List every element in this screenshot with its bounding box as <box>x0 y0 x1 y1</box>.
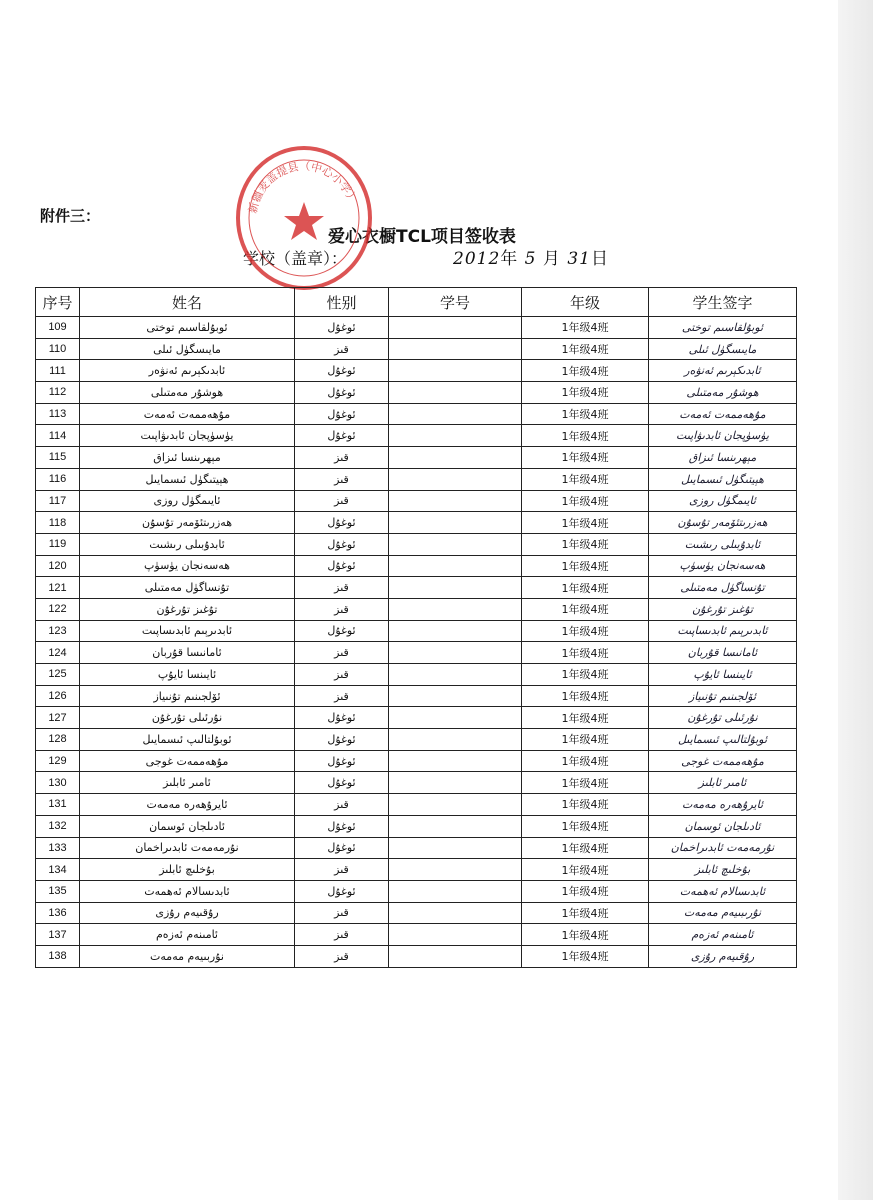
cell-gender: ئوغۇل <box>295 512 389 534</box>
handwritten-signature: مېھرىنسا ئىزاق <box>649 447 797 469</box>
cell-gender: قىز <box>295 577 389 599</box>
cell-gender: ئوغۇل <box>295 425 389 447</box>
cell-gender: ئوغۇل <box>295 360 389 382</box>
cell-grade: 1年级4班 <box>522 577 649 599</box>
cell-seq: 133 <box>36 837 80 859</box>
cell-grade: 1年级4班 <box>522 664 649 686</box>
cell-student-no <box>389 945 522 967</box>
cell-seq: 109 <box>36 317 80 339</box>
handwritten-signature: ئابدىسالام ئەھمەت <box>649 880 797 902</box>
cell-seq: 126 <box>36 685 80 707</box>
seal-text: 新疆麦盖提县（中心小学） <box>246 159 360 215</box>
cell-name: ھەسەنجان يۈسۈپ <box>80 555 295 577</box>
cell-grade: 1年级4班 <box>522 512 649 534</box>
cell-seq: 128 <box>36 729 80 751</box>
cell-grade: 1年级4班 <box>522 750 649 772</box>
cell-student-no <box>389 403 522 425</box>
cell-student-no <box>389 360 522 382</box>
cell-grade: 1年级4班 <box>522 533 649 555</box>
cell-grade: 1年级4班 <box>522 620 649 642</box>
sign-date <box>453 244 609 269</box>
cell-name: ئۆلجىنىم تۇنىياز <box>80 685 295 707</box>
header-name: 姓名 <box>80 288 295 317</box>
handwritten-signature: نۇرئىلى تۇرغۇن <box>649 707 797 729</box>
date-month-label: 月 <box>542 249 561 269</box>
table-row <box>36 880 797 902</box>
cell-name: مۇھەممەت ئەمەت <box>80 403 295 425</box>
table-row <box>36 750 797 772</box>
cell-seq: 113 <box>36 403 80 425</box>
cell-gender: قىز <box>295 685 389 707</box>
cell-student-no <box>389 468 522 490</box>
cell-name: يۈسۈپجان ئابدىۋاپىت <box>80 425 295 447</box>
date-day-label: 日 <box>590 249 609 269</box>
cell-gender: قىز <box>295 859 389 881</box>
cell-gender: قىز <box>295 794 389 816</box>
cell-student-no <box>389 555 522 577</box>
cell-name: رۇقىيەم رۇزى <box>80 902 295 924</box>
handwritten-signature: ھەسەنجان يۈسۈپ <box>649 555 797 577</box>
header-seq: 序号 <box>36 288 80 317</box>
handwritten-signature: ئوبۇلقاسىم توختى <box>649 317 797 339</box>
cell-grade: 1年级4班 <box>522 403 649 425</box>
handwritten-signature: ئۆلجىنىم تۇنىياز <box>649 685 797 707</box>
cell-grade: 1年级4班 <box>522 598 649 620</box>
seal-star <box>284 202 324 240</box>
cell-name: ئابدىسالام ئەھمەت <box>80 880 295 902</box>
cell-seq: 138 <box>36 945 80 967</box>
handwritten-signature: ئايرۇھەرە مەمەت <box>649 794 797 816</box>
cell-seq: 122 <box>36 598 80 620</box>
cell-gender: قىز <box>295 447 389 469</box>
handwritten-signature: ئادىلجان ئوسمان <box>649 815 797 837</box>
cell-seq: 117 <box>36 490 80 512</box>
attachment-label: 附件三： <box>40 207 101 225</box>
cell-seq: 130 <box>36 772 80 794</box>
table-row <box>36 642 797 664</box>
cell-gender: ئوغۇل <box>295 620 389 642</box>
table-row <box>36 403 797 425</box>
receipt-table <box>35 287 797 968</box>
cell-student-no <box>389 664 522 686</box>
table-row <box>36 468 797 490</box>
handwritten-signature: ئابدۇبىلى رىشىت <box>649 533 797 555</box>
cell-name: ھەزرىتئۆمەر تۇسۇن <box>80 512 295 534</box>
table-row <box>36 664 797 686</box>
handwritten-signature: ھېيتىگۈل ئىسمايىل <box>649 468 797 490</box>
table-row <box>36 707 797 729</box>
cell-gender: ئوغۇل <box>295 533 389 555</box>
handwritten-signature: رۇقىيەم رۇزى <box>649 945 797 967</box>
paper-edge <box>838 0 873 1200</box>
cell-student-no <box>389 837 522 859</box>
handwritten-signature: ئوبۇلتالىپ ئىسمايىل <box>649 729 797 751</box>
cell-student-no <box>389 642 522 664</box>
cell-gender: قىز <box>295 945 389 967</box>
table-row <box>36 577 797 599</box>
handwritten-signature: ئايىمگۈل روزى <box>649 490 797 512</box>
handwritten-signature: ھەزرىتئۆمەر تۇسۇن <box>649 512 797 534</box>
handwritten-signature: مايىسگۈل ئىلى <box>649 338 797 360</box>
table-row <box>36 815 797 837</box>
cell-student-no <box>389 577 522 599</box>
table-row <box>36 945 797 967</box>
handwritten-signature: ئابدىرېىم ئابدىساپىت <box>649 620 797 642</box>
header-grade: 年级 <box>522 288 649 317</box>
cell-name: ئوبۇلقاسىم توختى <box>80 317 295 339</box>
handwritten-signature: ھوشۇر مەمتىلى <box>649 382 797 404</box>
cell-gender: ئوغۇل <box>295 750 389 772</box>
table-row <box>36 598 797 620</box>
cell-gender: قىز <box>295 924 389 946</box>
cell-grade: 1年级4班 <box>522 945 649 967</box>
cell-student-no <box>389 317 522 339</box>
cell-grade: 1年级4班 <box>522 880 649 902</box>
cell-grade: 1年级4班 <box>522 555 649 577</box>
cell-name: بۇخلىچ ئابلىز <box>80 859 295 881</box>
cell-student-no <box>389 447 522 469</box>
table-row <box>36 859 797 881</box>
table-row <box>36 794 797 816</box>
table-row <box>36 924 797 946</box>
cell-gender: ئوغۇل <box>295 317 389 339</box>
date-year-label: 年 <box>500 249 519 269</box>
header-signature: 学生签字 <box>649 288 797 317</box>
cell-student-no <box>389 685 522 707</box>
handwritten-signature: بۇخلىچ ئابلىز <box>649 859 797 881</box>
cell-student-no <box>389 815 522 837</box>
cell-name: ئابدىكېرىم ئەنۋەر <box>80 360 295 382</box>
cell-grade: 1年级4班 <box>522 447 649 469</box>
cell-seq: 116 <box>36 468 80 490</box>
cell-gender: ئوغۇل <box>295 815 389 837</box>
header-student-no: 学号 <box>389 288 522 317</box>
cell-name: مېھرىنسا ئىزاق <box>80 447 295 469</box>
cell-seq: 125 <box>36 664 80 686</box>
table-row <box>36 772 797 794</box>
cell-gender: ئوغۇل <box>295 707 389 729</box>
cell-student-no <box>389 490 522 512</box>
cell-student-no <box>389 750 522 772</box>
cell-name: نۇرمەمەت ئابدىراخمان <box>80 837 295 859</box>
handwritten-signature: تۇغىز تۇرغۇن <box>649 598 797 620</box>
cell-name: ئامىر ئابلىز <box>80 772 295 794</box>
table-row <box>36 533 797 555</box>
cell-seq: 112 <box>36 382 80 404</box>
cell-gender: قىز <box>295 598 389 620</box>
cell-seq: 132 <box>36 815 80 837</box>
handwritten-signature: تۇنساگۈل مەمتىلى <box>649 577 797 599</box>
cell-name: تۇغىز تۇرغۇن <box>80 598 295 620</box>
cell-seq: 131 <box>36 794 80 816</box>
cell-name: تۇنساگۈل مەمتىلى <box>80 577 295 599</box>
cell-student-no <box>389 707 522 729</box>
handwritten-signature: ئايىنسا ئايۇپ <box>649 664 797 686</box>
handwritten-signature: ئامىر ئابلىز <box>649 772 797 794</box>
table-row <box>36 447 797 469</box>
cell-seq: 123 <box>36 620 80 642</box>
cell-student-no <box>389 338 522 360</box>
table-row <box>36 317 797 339</box>
cell-student-no <box>389 794 522 816</box>
cell-seq: 135 <box>36 880 80 902</box>
cell-grade: 1年级4班 <box>522 772 649 794</box>
cell-grade: 1年级4班 <box>522 338 649 360</box>
table-row <box>36 555 797 577</box>
table-row <box>36 360 797 382</box>
cell-name: ئابدىرېىم ئابدىساپىت <box>80 620 295 642</box>
cell-grade: 1年级4班 <box>522 902 649 924</box>
date-year: 2012 <box>453 249 501 269</box>
table-row <box>36 902 797 924</box>
cell-grade: 1年级4班 <box>522 642 649 664</box>
table-row <box>36 837 797 859</box>
cell-seq: 110 <box>36 338 80 360</box>
cell-seq: 115 <box>36 447 80 469</box>
cell-student-no <box>389 880 522 902</box>
cell-name: نۇربىيەم مەمەت <box>80 945 295 967</box>
cell-gender: قىز <box>295 338 389 360</box>
cell-student-no <box>389 425 522 447</box>
cell-grade: 1年级4班 <box>522 468 649 490</box>
cell-gender: قىز <box>295 902 389 924</box>
cell-gender: قىز <box>295 468 389 490</box>
handwritten-signature: ئامىنەم ئەزەم <box>649 924 797 946</box>
cell-seq: 129 <box>36 750 80 772</box>
cell-grade: 1年级4班 <box>522 490 649 512</box>
cell-name: ئايىنسا ئايۇپ <box>80 664 295 686</box>
official-seal <box>234 140 374 290</box>
cell-gender: ئوغۇل <box>295 729 389 751</box>
cell-student-no <box>389 533 522 555</box>
handwritten-signature: مۇھەممەت ئەمەت <box>649 403 797 425</box>
cell-gender: ئوغۇل <box>295 837 389 859</box>
table-row <box>36 685 797 707</box>
cell-name: مۇھەممەت غوجى <box>80 750 295 772</box>
cell-student-no <box>389 729 522 751</box>
cell-student-no <box>389 620 522 642</box>
cell-gender: ئوغۇل <box>295 382 389 404</box>
handwritten-signature: مۇھەممەت غوجى <box>649 750 797 772</box>
cell-student-no <box>389 902 522 924</box>
table-row <box>36 512 797 534</box>
handwritten-signature: ئابدىكېرىم ئەنۋەر <box>649 360 797 382</box>
table-row <box>36 382 797 404</box>
cell-name: نۇرئىلى تۇرغۇن <box>80 707 295 729</box>
table-row <box>36 338 797 360</box>
cell-student-no <box>389 382 522 404</box>
cell-grade: 1年级4班 <box>522 707 649 729</box>
cell-seq: 121 <box>36 577 80 599</box>
cell-name: ئابدۇبىلى رىشىت <box>80 533 295 555</box>
cell-seq: 118 <box>36 512 80 534</box>
handwritten-signature: يۈسۈپجان ئابدىۋاپىت <box>649 425 797 447</box>
cell-gender: قىز <box>295 642 389 664</box>
table-row <box>36 490 797 512</box>
cell-student-no <box>389 598 522 620</box>
cell-student-no <box>389 859 522 881</box>
cell-student-no <box>389 772 522 794</box>
cell-seq: 114 <box>36 425 80 447</box>
cell-name: ھوشۇر مەمتىلى <box>80 382 295 404</box>
cell-name: ئادىلجان ئوسمان <box>80 815 295 837</box>
cell-gender: ئوغۇل <box>295 772 389 794</box>
cell-grade: 1年级4班 <box>522 382 649 404</box>
school-stamp-label: 学校（盖章）： <box>243 249 348 268</box>
table-row <box>36 620 797 642</box>
cell-gender: قىز <box>295 490 389 512</box>
cell-seq: 111 <box>36 360 80 382</box>
cell-grade: 1年级4班 <box>522 794 649 816</box>
cell-gender: ئوغۇل <box>295 880 389 902</box>
table-row <box>36 425 797 447</box>
handwritten-signature: نۇرمەمەت ئابدىراخمان <box>649 837 797 859</box>
cell-seq: 134 <box>36 859 80 881</box>
cell-grade: 1年级4班 <box>522 685 649 707</box>
table-row <box>36 729 797 751</box>
cell-name: ھېيتىگۈل ئىسمايىل <box>80 468 295 490</box>
cell-grade: 1年级4班 <box>522 729 649 751</box>
date-day: 31 <box>567 249 591 269</box>
table-body <box>36 317 797 968</box>
cell-student-no <box>389 924 522 946</box>
cell-student-no <box>389 512 522 534</box>
cell-grade: 1年级4班 <box>522 815 649 837</box>
cell-name: ئامانىسا قۇربان <box>80 642 295 664</box>
header-gender: 性别 <box>295 288 389 317</box>
cell-gender: قىز <box>295 664 389 686</box>
cell-grade: 1年级4班 <box>522 425 649 447</box>
cell-name: ئوبۇلتالىپ ئىسمايىل <box>80 729 295 751</box>
cell-seq: 136 <box>36 902 80 924</box>
cell-grade: 1年级4班 <box>522 837 649 859</box>
cell-grade: 1年级4班 <box>522 924 649 946</box>
cell-name: ئايرۇھەرە مەمەت <box>80 794 295 816</box>
cell-seq: 124 <box>36 642 80 664</box>
handwritten-signature: نۇرىبىيەم مەمەت <box>649 902 797 924</box>
date-month: 5 <box>524 249 537 269</box>
cell-name: ئايىمگۈل روزى <box>80 490 295 512</box>
cell-grade: 1年级4班 <box>522 317 649 339</box>
cell-name: ئامىنەم ئەزەم <box>80 924 295 946</box>
cell-seq: 119 <box>36 533 80 555</box>
cell-seq: 127 <box>36 707 80 729</box>
table-header-row <box>36 288 797 317</box>
cell-seq: 137 <box>36 924 80 946</box>
cell-gender: ئوغۇل <box>295 555 389 577</box>
cell-gender: ئوغۇل <box>295 403 389 425</box>
cell-grade: 1年级4班 <box>522 360 649 382</box>
handwritten-signature: ئامانىسا قۇربان <box>649 642 797 664</box>
form-title: 爱心衣橱TCL项目签收表 <box>328 227 516 247</box>
cell-grade: 1年级4班 <box>522 859 649 881</box>
cell-seq: 120 <box>36 555 80 577</box>
cell-name: مايىسگۈل ئىلى <box>80 338 295 360</box>
